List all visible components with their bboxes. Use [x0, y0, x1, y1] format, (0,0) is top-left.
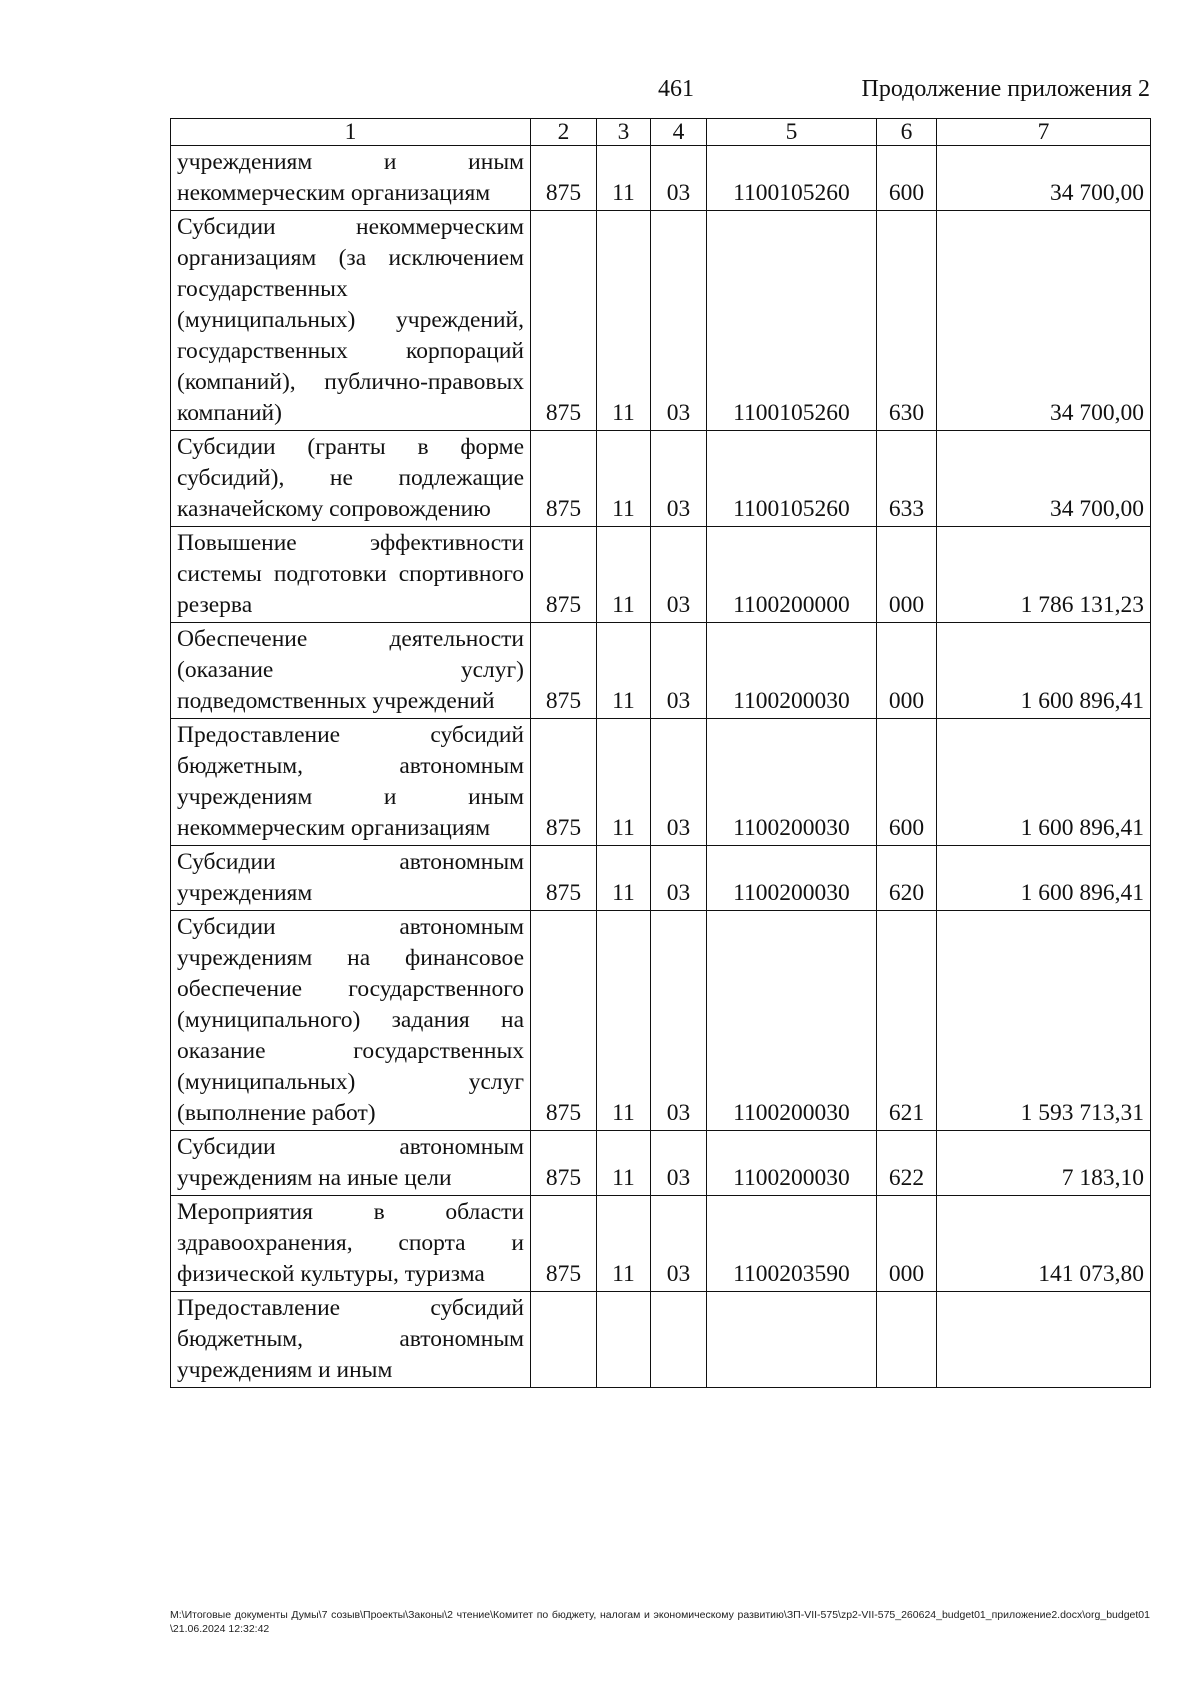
document-path-footer: M:\Итоговые документы Думы\7 созыв\Проекты\Законы\2 чтение\Комитет по бюджету, налогам и экономическому развитию\ЗП-VII-575\zp2-VII-575_260624_budget01_приложение2.docx\org_budget01\21.06.2024 12:32:42	[170, 1609, 1150, 1635]
row-name: Мероприятия в области здравоохранения, спорта и физической культуры, туризма	[171, 1196, 531, 1292]
table-row	[171, 146, 1151, 211]
table-row	[171, 1196, 1151, 1292]
cell-section	[597, 1292, 651, 1388]
cell-expense-type: 000	[877, 1196, 937, 1292]
row-name: Субсидии некоммерческим организациям (за исключением государственных (муниципальных) учреждений, государственных корпораций (компаний), публично-правовых компаний)	[171, 211, 531, 431]
column-header: 6	[877, 119, 937, 146]
page-number: 461	[658, 76, 694, 102]
cell-ved: 875	[531, 719, 597, 846]
cell-subsection: 03	[651, 527, 707, 623]
cell-target-article: 1100105260	[707, 431, 877, 527]
cell-subsection: 03	[651, 623, 707, 719]
cell-expense-type: 600	[877, 146, 937, 211]
cell-target-article: 1100105260	[707, 211, 877, 431]
table-row	[171, 623, 1151, 719]
cell-ved: 875	[531, 1131, 597, 1196]
cell-subsection: 03	[651, 146, 707, 211]
cell-expense-type: 000	[877, 623, 937, 719]
cell-section: 11	[597, 623, 651, 719]
row-name: Предоставление субсидий бюджетным, автономным учреждениям и иным	[171, 1292, 531, 1388]
cell-target-article	[707, 1292, 877, 1388]
cell-section: 11	[597, 1196, 651, 1292]
continuation-label: Продолжение приложения 2	[861, 76, 1150, 102]
row-name: Субсидии автономным учреждениям на иные цели	[171, 1131, 531, 1196]
cell-ved: 875	[531, 146, 597, 211]
cell-target-article: 1100200030	[707, 846, 877, 911]
row-name: Субсидии автономным учреждениям на финансовое обеспечение государственного (муниципального) задания на оказание государственных (муниципальных) услуг (выполнение работ)	[171, 911, 531, 1131]
column-header: 1	[171, 119, 531, 146]
cell-section: 11	[597, 431, 651, 527]
column-header: 7	[937, 119, 1151, 146]
cell-amount	[937, 1292, 1151, 1388]
cell-target-article: 1100203590	[707, 1196, 877, 1292]
table-row	[171, 431, 1151, 527]
cell-subsection	[651, 1292, 707, 1388]
cell-ved: 875	[531, 623, 597, 719]
cell-expense-type: 630	[877, 211, 937, 431]
cell-amount: 1 600 896,41	[937, 846, 1151, 911]
column-number-row	[171, 119, 1151, 146]
cell-ved: 875	[531, 911, 597, 1131]
table-row	[171, 211, 1151, 431]
cell-ved: 875	[531, 527, 597, 623]
table-row	[171, 1131, 1151, 1196]
cell-subsection: 03	[651, 846, 707, 911]
cell-expense-type: 633	[877, 431, 937, 527]
table-row	[171, 719, 1151, 846]
cell-expense-type: 600	[877, 719, 937, 846]
cell-expense-type: 621	[877, 911, 937, 1131]
cell-ved: 875	[531, 1196, 597, 1292]
cell-amount: 34 700,00	[937, 146, 1151, 211]
cell-subsection: 03	[651, 719, 707, 846]
row-name: Обеспечение деятельности (оказание услуг) подведомственных учреждений	[171, 623, 531, 719]
cell-ved: 875	[531, 846, 597, 911]
cell-subsection: 03	[651, 1196, 707, 1292]
row-name: учреждениям и иным некоммерческим организациям	[171, 146, 531, 211]
row-name: Субсидии (гранты в форме субсидий), не подлежащие казначейскому сопровождению	[171, 431, 531, 527]
column-header: 4	[651, 119, 707, 146]
column-header: 2	[531, 119, 597, 146]
cell-ved: 875	[531, 211, 597, 431]
column-header: 3	[597, 119, 651, 146]
budget-table	[170, 118, 1151, 1388]
cell-amount: 34 700,00	[937, 211, 1151, 431]
cell-amount: 141 073,80	[937, 1196, 1151, 1292]
cell-target-article: 1100200030	[707, 1131, 877, 1196]
cell-subsection: 03	[651, 431, 707, 527]
cell-amount: 34 700,00	[937, 431, 1151, 527]
cell-amount: 7 183,10	[937, 1131, 1151, 1196]
cell-subsection: 03	[651, 211, 707, 431]
cell-target-article: 1100200000	[707, 527, 877, 623]
cell-section: 11	[597, 719, 651, 846]
table-row	[171, 527, 1151, 623]
table-row	[171, 911, 1151, 1131]
cell-ved	[531, 1292, 597, 1388]
cell-ved: 875	[531, 431, 597, 527]
cell-expense-type: 000	[877, 527, 937, 623]
cell-target-article: 1100200030	[707, 911, 877, 1131]
cell-amount: 1 600 896,41	[937, 623, 1151, 719]
table-body	[171, 146, 1151, 1388]
cell-section: 11	[597, 527, 651, 623]
cell-amount: 1 600 896,41	[937, 719, 1151, 846]
row-name: Субсидии автономным учреждениям	[171, 846, 531, 911]
cell-expense-type: 622	[877, 1131, 937, 1196]
cell-amount: 1 593 713,31	[937, 911, 1151, 1131]
cell-target-article: 1100105260	[707, 146, 877, 211]
column-header: 5	[707, 119, 877, 146]
table-row	[171, 1292, 1151, 1388]
cell-section: 11	[597, 911, 651, 1131]
row-name: Повышение эффективности системы подготовки спортивного резерва	[171, 527, 531, 623]
cell-target-article: 1100200030	[707, 719, 877, 846]
cell-section: 11	[597, 146, 651, 211]
cell-subsection: 03	[651, 911, 707, 1131]
table-row	[171, 846, 1151, 911]
cell-section: 11	[597, 211, 651, 431]
cell-expense-type	[877, 1292, 937, 1388]
row-name: Предоставление субсидий бюджетным, автономным учреждениям и иным некоммерческим организациям	[171, 719, 531, 846]
cell-section: 11	[597, 1131, 651, 1196]
cell-section: 11	[597, 846, 651, 911]
cell-target-article: 1100200030	[707, 623, 877, 719]
cell-amount: 1 786 131,23	[937, 527, 1151, 623]
cell-expense-type: 620	[877, 846, 937, 911]
cell-subsection: 03	[651, 1131, 707, 1196]
